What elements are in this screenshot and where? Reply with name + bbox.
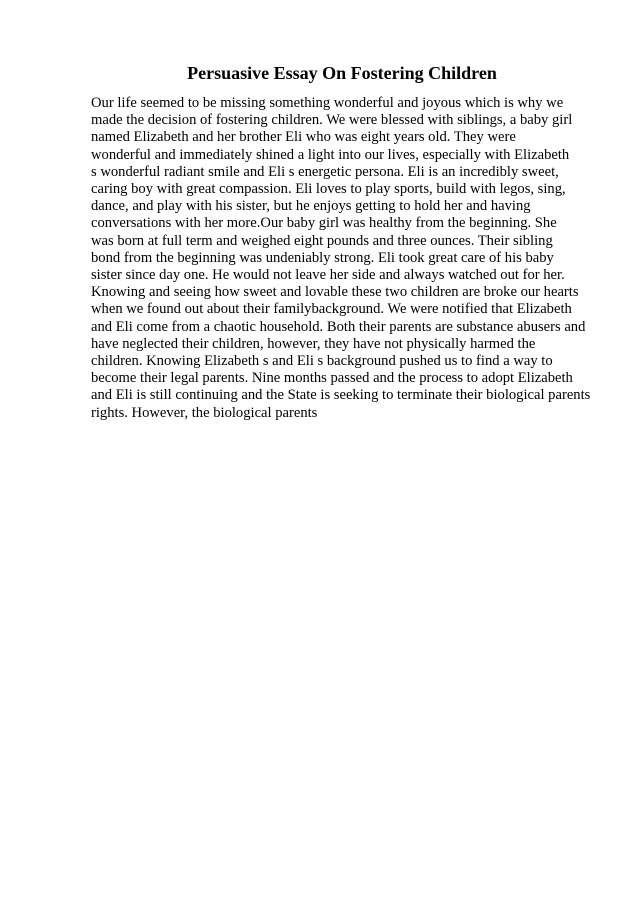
- essay-line: was born at full term and weighed eight pounds and three ounces. Their sibling: [91, 232, 553, 249]
- essay-line: Our life seemed to be missing something wonderful and joyous which is why we: [91, 95, 564, 111]
- essay-body: [91, 95, 631, 422]
- essay-line: rights. However, the biological parents: [91, 404, 318, 421]
- essay-line: caring boy with great compassion. Eli loves to play sports, build with legos, sing,: [91, 181, 566, 198]
- essay-line: sister since day one. He would not leave her side and always watched out for her.: [91, 267, 565, 284]
- essay-line: wonderful and immediately shined a light into our lives, especially with Elizabeth: [91, 146, 570, 163]
- essay-line: s wonderful radiant smile and Eli s energetic persona. Eli is an incredibly sweet,: [91, 163, 559, 180]
- essay-line: Knowing and seeing how sweet and lovable these two children are broke our hearts: [91, 284, 579, 301]
- essay-line: and Eli is still continuing and the State is seeking to terminate their biological parents: [91, 387, 591, 404]
- essay-line: bond from the beginning was undeniably strong. Eli took great care of his baby: [91, 249, 554, 266]
- essay-line: become their legal parents. Nine months passed and the process to adopt Elizabeth: [91, 370, 573, 387]
- essay-line: dance, and play with his sister, but he enjoys getting to hold her and having: [91, 198, 531, 215]
- essay-line: and Eli come from a chaotic household. Both their parents are substance abusers and: [91, 318, 586, 335]
- essay-line: have neglected their children, however, they have not physically harmed the: [91, 335, 536, 352]
- essay-line: named Elizabeth and her brother Eli who was eight years old. They were: [91, 129, 516, 146]
- essay-line: when we found out about their familybackground. We were notified that Elizabeth: [91, 301, 572, 318]
- essay-line: children. Knowing Elizabeth s and Eli s background pushed us to find a way to: [91, 353, 553, 370]
- essay-line: made the decision of fostering children. We were blessed with siblings, a baby girl: [91, 112, 573, 129]
- page-title: Persuasive Essay On Fostering Children: [187, 63, 497, 83]
- essay-line: conversations with her more.Our baby girl was healthy from the beginning. She: [91, 215, 557, 232]
